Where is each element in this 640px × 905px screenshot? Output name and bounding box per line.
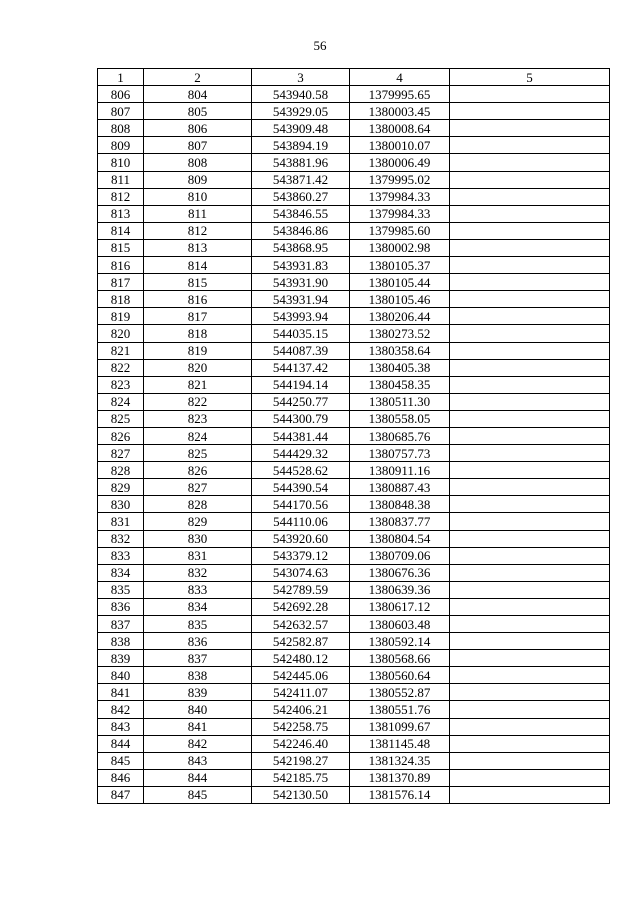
table-cell-col-5 (450, 171, 610, 188)
table-row (98, 786, 610, 803)
table-cell-col-2: 814 (144, 257, 252, 274)
table-cell-col-1: 819 (98, 308, 144, 325)
table-row (98, 291, 610, 308)
table-cell-col-5 (450, 120, 610, 137)
table-cell-col-4: 1380757.73 (350, 445, 450, 462)
table-cell-col-2: 807 (144, 137, 252, 154)
table-cell-col-4: 1379984.33 (350, 188, 450, 205)
table-cell-col-4: 1380458.35 (350, 376, 450, 393)
table-cell-col-1: 815 (98, 239, 144, 256)
table-row (98, 547, 610, 564)
table-row (98, 479, 610, 496)
table-cell-col-1: 835 (98, 581, 144, 598)
table-row (98, 616, 610, 633)
table-cell-col-2: 822 (144, 393, 252, 410)
table-cell-col-3: 542185.75 (252, 769, 350, 786)
table-cell-col-2: 820 (144, 359, 252, 376)
table-cell-col-3: 543909.48 (252, 120, 350, 137)
table-cell-col-2: 836 (144, 633, 252, 650)
table-row (98, 154, 610, 171)
table-row (98, 359, 610, 376)
table-cell-col-4: 1380603.48 (350, 616, 450, 633)
table-cell-col-2: 835 (144, 616, 252, 633)
table-cell-col-5 (450, 410, 610, 427)
table-cell-col-2: 813 (144, 239, 252, 256)
table-cell-col-1: 846 (98, 769, 144, 786)
table-cell-col-3: 543929.05 (252, 103, 350, 120)
table-row (98, 205, 610, 222)
table-cell-col-2: 817 (144, 308, 252, 325)
table-cell-col-3: 543993.94 (252, 308, 350, 325)
table-cell-col-1: 807 (98, 103, 144, 120)
table-row (98, 410, 610, 427)
table-cell-col-5 (450, 86, 610, 103)
table-cell-col-5 (450, 205, 610, 222)
table-cell-col-4: 1380006.49 (350, 154, 450, 171)
table-cell-col-1: 814 (98, 222, 144, 239)
table-cell-col-4: 1380887.43 (350, 479, 450, 496)
table-cell-col-2: 821 (144, 376, 252, 393)
table-cell-col-1: 812 (98, 188, 144, 205)
table-cell-col-3: 544137.42 (252, 359, 350, 376)
table-row (98, 513, 610, 530)
table-cell-col-4: 1380551.76 (350, 701, 450, 718)
table-cell-col-3: 543846.55 (252, 205, 350, 222)
table-cell-col-3: 543931.83 (252, 257, 350, 274)
table-cell-col-2: 810 (144, 188, 252, 205)
table-cell-col-4: 1379995.65 (350, 86, 450, 103)
table-cell-col-2: 815 (144, 274, 252, 291)
table-row (98, 239, 610, 256)
table-cell-col-5 (450, 479, 610, 496)
table-cell-col-3: 542789.59 (252, 581, 350, 598)
table-cell-col-5 (450, 137, 610, 154)
table-cell-col-4: 1381576.14 (350, 786, 450, 803)
table-cell-col-4: 1379984.33 (350, 205, 450, 222)
table-row (98, 308, 610, 325)
table-row (98, 274, 610, 291)
table-cell-col-1: 834 (98, 564, 144, 581)
table-cell-col-2: 823 (144, 410, 252, 427)
table-cell-col-3: 544110.06 (252, 513, 350, 530)
table-cell-col-5 (450, 530, 610, 547)
table-cell-col-5 (450, 684, 610, 701)
table-cell-col-4: 1380002.98 (350, 239, 450, 256)
table-row (98, 188, 610, 205)
table-row (98, 496, 610, 513)
table-cell-col-5 (450, 188, 610, 205)
table-row (98, 137, 610, 154)
table-cell-col-3: 543931.90 (252, 274, 350, 291)
table-cell-col-3: 542130.50 (252, 786, 350, 803)
table-cell-col-5 (450, 103, 610, 120)
table-cell-col-2: 829 (144, 513, 252, 530)
table-cell-col-1: 823 (98, 376, 144, 393)
table-cell-col-5 (450, 257, 610, 274)
table-cell-col-3: 542411.07 (252, 684, 350, 701)
table-cell-col-2: 806 (144, 120, 252, 137)
table-cell-col-5 (450, 547, 610, 564)
table-cell-col-3: 544429.32 (252, 445, 350, 462)
table-cell-col-4: 1380105.44 (350, 274, 450, 291)
column-header-1: 1 (98, 69, 144, 86)
table-cell-col-3: 543894.19 (252, 137, 350, 154)
table-row (98, 325, 610, 342)
table-cell-col-1: 816 (98, 257, 144, 274)
table-cell-col-3: 542582.87 (252, 633, 350, 650)
table-cell-col-1: 824 (98, 393, 144, 410)
table-cell-col-1: 828 (98, 462, 144, 479)
table-cell-col-4: 1380206.44 (350, 308, 450, 325)
table-cell-col-3: 543920.60 (252, 530, 350, 547)
table-cell-col-2: 837 (144, 650, 252, 667)
table-cell-col-1: 808 (98, 120, 144, 137)
table-cell-col-5 (450, 325, 610, 342)
table-cell-col-2: 840 (144, 701, 252, 718)
table-cell-col-5 (450, 427, 610, 444)
table-cell-col-3: 542198.27 (252, 752, 350, 769)
table-cell-col-4: 1380709.06 (350, 547, 450, 564)
table-cell-col-4: 1380911.16 (350, 462, 450, 479)
table-row (98, 650, 610, 667)
table-row (98, 581, 610, 598)
table-cell-col-4: 1380639.36 (350, 581, 450, 598)
table-cell-col-2: 811 (144, 205, 252, 222)
table-cell-col-1: 844 (98, 735, 144, 752)
table-row (98, 86, 610, 103)
table-cell-col-1: 818 (98, 291, 144, 308)
table-cell-col-1: 840 (98, 667, 144, 684)
table-cell-col-5 (450, 752, 610, 769)
table-cell-col-5 (450, 735, 610, 752)
table-cell-col-3: 544087.39 (252, 342, 350, 359)
table-cell-col-5 (450, 308, 610, 325)
table-cell-col-5 (450, 513, 610, 530)
table-cell-col-1: 833 (98, 547, 144, 564)
table-cell-col-4: 1380511.30 (350, 393, 450, 410)
table-cell-col-4: 1380010.07 (350, 137, 450, 154)
table-cell-col-5 (450, 667, 610, 684)
table-cell-col-5 (450, 769, 610, 786)
table-cell-col-5 (450, 359, 610, 376)
table-cell-col-1: 817 (98, 274, 144, 291)
table-row (98, 257, 610, 274)
table-cell-col-1: 831 (98, 513, 144, 530)
table-cell-col-2: 827 (144, 479, 252, 496)
table-cell-col-2: 808 (144, 154, 252, 171)
table-cell-col-2: 809 (144, 171, 252, 188)
table-cell-col-5 (450, 376, 610, 393)
table-cell-col-5 (450, 462, 610, 479)
table-cell-col-1: 838 (98, 633, 144, 650)
table-cell-col-3: 543931.94 (252, 291, 350, 308)
table-cell-col-3: 543379.12 (252, 547, 350, 564)
table-cell-col-3: 542246.40 (252, 735, 350, 752)
table-row (98, 120, 610, 137)
table-cell-col-4: 1381145.48 (350, 735, 450, 752)
table-cell-col-2: 804 (144, 86, 252, 103)
table-cell-col-2: 842 (144, 735, 252, 752)
table-cell-col-5 (450, 786, 610, 803)
table-cell-col-5 (450, 291, 610, 308)
table-cell-col-3: 543868.95 (252, 239, 350, 256)
table-cell-col-3: 542406.21 (252, 701, 350, 718)
table-cell-col-4: 1380003.45 (350, 103, 450, 120)
table-cell-col-4: 1380617.12 (350, 598, 450, 615)
table-cell-col-2: 831 (144, 547, 252, 564)
table-row (98, 530, 610, 547)
table-cell-col-1: 845 (98, 752, 144, 769)
table-cell-col-2: 819 (144, 342, 252, 359)
table-cell-col-2: 818 (144, 325, 252, 342)
table-cell-col-2: 830 (144, 530, 252, 547)
table-cell-col-2: 834 (144, 598, 252, 615)
table-cell-col-2: 838 (144, 667, 252, 684)
table-cell-col-5 (450, 650, 610, 667)
table-cell-col-3: 544035.15 (252, 325, 350, 342)
table-cell-col-4: 1380685.76 (350, 427, 450, 444)
table-row (98, 462, 610, 479)
table-row (98, 376, 610, 393)
table-cell-col-4: 1380008.64 (350, 120, 450, 137)
table-cell-col-1: 810 (98, 154, 144, 171)
table-cell-col-5 (450, 154, 610, 171)
table-cell-col-1: 821 (98, 342, 144, 359)
table-cell-col-3: 544194.14 (252, 376, 350, 393)
table-row (98, 718, 610, 735)
table-cell-col-2: 805 (144, 103, 252, 120)
table-cell-col-3: 543074.63 (252, 564, 350, 581)
table-cell-col-1: 847 (98, 786, 144, 803)
table-cell-col-4: 1380105.37 (350, 257, 450, 274)
table-cell-col-2: 839 (144, 684, 252, 701)
table-cell-col-3: 544250.77 (252, 393, 350, 410)
page-number: 56 (313, 38, 327, 53)
table-cell-col-4: 1380105.46 (350, 291, 450, 308)
table-cell-col-2: 832 (144, 564, 252, 581)
table-cell-col-3: 543860.27 (252, 188, 350, 205)
table-cell-col-3: 544528.62 (252, 462, 350, 479)
table-row (98, 171, 610, 188)
table-cell-col-4: 1380848.38 (350, 496, 450, 513)
column-header-2: 2 (144, 69, 252, 86)
table-cell-col-5 (450, 581, 610, 598)
table-cell-col-5 (450, 393, 610, 410)
table-cell-col-3: 544381.44 (252, 427, 350, 444)
table-cell-col-3: 544300.79 (252, 410, 350, 427)
table-row (98, 752, 610, 769)
table-cell-col-5 (450, 274, 610, 291)
table-cell-col-1: 826 (98, 427, 144, 444)
table-cell-col-1: 820 (98, 325, 144, 342)
table-cell-col-1: 837 (98, 616, 144, 633)
table-cell-col-1: 811 (98, 171, 144, 188)
column-header-4: 4 (350, 69, 450, 86)
table-cell-col-4: 1380358.64 (350, 342, 450, 359)
table-cell-col-2: 816 (144, 291, 252, 308)
table-cell-col-4: 1380592.14 (350, 633, 450, 650)
table-cell-col-5 (450, 445, 610, 462)
table-cell-col-3: 544390.54 (252, 479, 350, 496)
header-row (98, 69, 610, 86)
table-cell-col-4: 1380676.36 (350, 564, 450, 581)
table-row (98, 222, 610, 239)
table-cell-col-5 (450, 342, 610, 359)
table-cell-col-4: 1381099.67 (350, 718, 450, 735)
table-cell-col-3: 544170.56 (252, 496, 350, 513)
table-row (98, 393, 610, 410)
table-cell-col-4: 1380405.38 (350, 359, 450, 376)
table-cell-col-1: 832 (98, 530, 144, 547)
table-cell-col-3: 543871.42 (252, 171, 350, 188)
table-cell-col-4: 1380837.77 (350, 513, 450, 530)
table-cell-col-3: 543940.58 (252, 86, 350, 103)
table-cell-col-4: 1381324.35 (350, 752, 450, 769)
table-row (98, 667, 610, 684)
table-row (98, 769, 610, 786)
table-cell-col-1: 842 (98, 701, 144, 718)
table-cell-col-4: 1380273.52 (350, 325, 450, 342)
table-cell-col-3: 542480.12 (252, 650, 350, 667)
table-cell-col-1: 839 (98, 650, 144, 667)
table-cell-col-5 (450, 564, 610, 581)
table-cell-col-2: 812 (144, 222, 252, 239)
table-row (98, 701, 610, 718)
table-cell-col-4: 1380804.54 (350, 530, 450, 547)
table-row (98, 445, 610, 462)
table-row (98, 427, 610, 444)
table-cell-col-4: 1381370.89 (350, 769, 450, 786)
table-cell-col-3: 543881.96 (252, 154, 350, 171)
table-row (98, 684, 610, 701)
table-cell-col-1: 829 (98, 479, 144, 496)
table-cell-col-1: 830 (98, 496, 144, 513)
table-cell-col-2: 843 (144, 752, 252, 769)
table-cell-col-4: 1380560.64 (350, 667, 450, 684)
column-header-5: 5 (450, 69, 610, 86)
table-cell-col-4: 1380568.66 (350, 650, 450, 667)
table-cell-col-4: 1379985.60 (350, 222, 450, 239)
coordinates-table (97, 68, 610, 804)
table-cell-col-1: 836 (98, 598, 144, 615)
table-cell-col-4: 1380558.05 (350, 410, 450, 427)
table-cell-col-1: 822 (98, 359, 144, 376)
table-cell-col-2: 824 (144, 427, 252, 444)
table-cell-col-2: 841 (144, 718, 252, 735)
table-cell-col-1: 843 (98, 718, 144, 735)
table-cell-col-3: 542692.28 (252, 598, 350, 615)
table-cell-col-2: 833 (144, 581, 252, 598)
table-cell-col-5 (450, 496, 610, 513)
table-cell-col-5 (450, 222, 610, 239)
table-row (98, 633, 610, 650)
table-cell-col-3: 542632.57 (252, 616, 350, 633)
table-cell-col-1: 806 (98, 86, 144, 103)
table-cell-col-2: 828 (144, 496, 252, 513)
table-cell-col-5 (450, 633, 610, 650)
table-cell-col-1: 825 (98, 410, 144, 427)
table-cell-col-2: 825 (144, 445, 252, 462)
table-body (98, 86, 610, 804)
column-header-3: 3 (252, 69, 350, 86)
table-cell-col-3: 542258.75 (252, 718, 350, 735)
table-cell-col-3: 543846.86 (252, 222, 350, 239)
table-row (98, 103, 610, 120)
table-cell-col-3: 542445.06 (252, 667, 350, 684)
table-cell-col-5 (450, 239, 610, 256)
table-cell-col-1: 827 (98, 445, 144, 462)
table-cell-col-5 (450, 701, 610, 718)
table-cell-col-2: 844 (144, 769, 252, 786)
table-cell-col-5 (450, 598, 610, 615)
table-row (98, 735, 610, 752)
table-cell-col-5 (450, 616, 610, 633)
table-row (98, 342, 610, 359)
table-cell-col-4: 1379995.02 (350, 171, 450, 188)
table-cell-col-1: 841 (98, 684, 144, 701)
table-row (98, 564, 610, 581)
table-cell-col-4: 1380552.87 (350, 684, 450, 701)
table-cell-col-2: 826 (144, 462, 252, 479)
table-cell-col-1: 813 (98, 205, 144, 222)
table-cell-col-1: 809 (98, 137, 144, 154)
table-cell-col-2: 845 (144, 786, 252, 803)
table-row (98, 598, 610, 615)
table-cell-col-5 (450, 718, 610, 735)
